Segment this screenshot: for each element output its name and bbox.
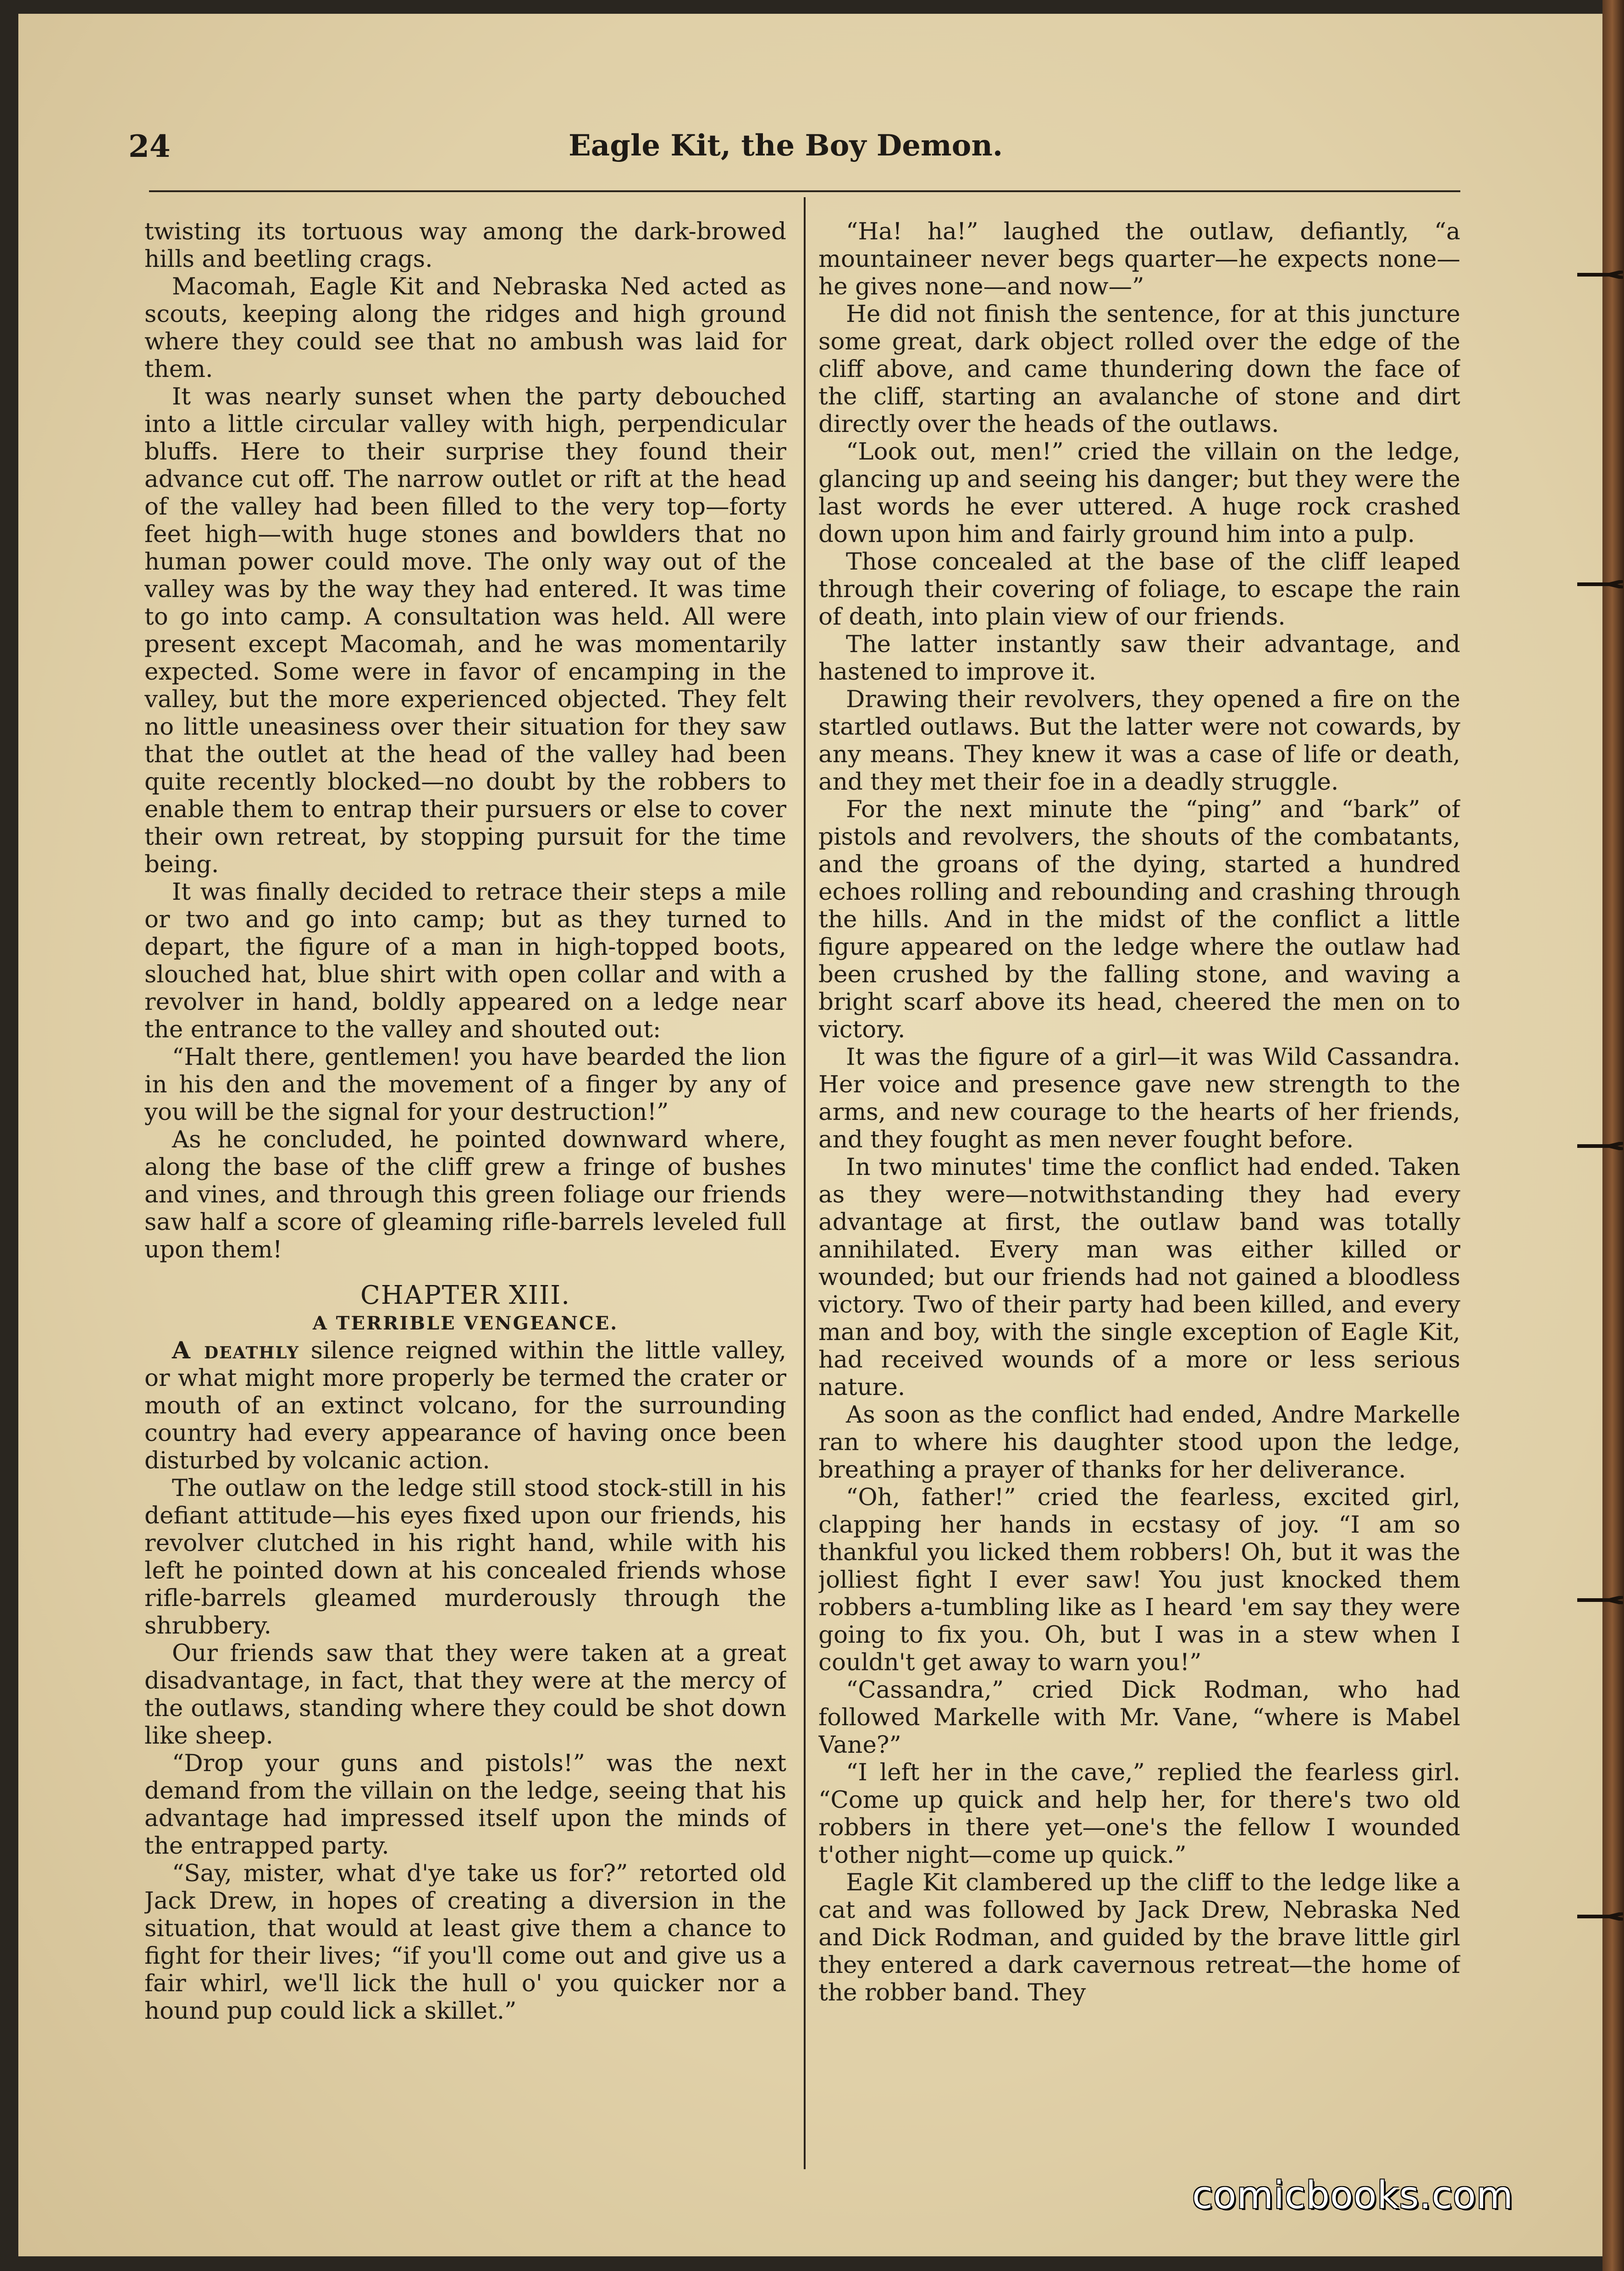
paragraph: twisting its tortuous way among the dark-browed hills and beetling crags. — [144, 218, 786, 273]
paragraph: The latter instantly saw their advantage, and hastened to improve it. — [818, 631, 1460, 686]
paragraph: It was finally decided to retrace their steps a mile or two and go into camp; but as they turned to depart, the figure of a man in high-topped boots, slouched hat, blue shirt with open collar and with a revolver in hand, boldly appeared on a ledge near the entrance to the valley and shouted out: — [144, 878, 786, 1043]
paragraph: “Halt there, gentlemen! you have bearded the lion in his den and the movement of a finger by any of you will be the signal for your destruction!” — [144, 1043, 786, 1126]
column-divider — [804, 197, 806, 2169]
chapter-heading: CHAPTER XIII. — [360, 1280, 571, 1310]
site-watermark: comicbooks.com — [1192, 2174, 1514, 2217]
paragraph: As soon as the conflict had ended, Andre Markelle ran to where his daughter stood upon the ledge, breathing a prayer of thanks for her deliverance. — [818, 1401, 1460, 1484]
binding-stitch — [1577, 1142, 1623, 1150]
paragraph: Eagle Kit clambered up the cliff to the ledge like a cat and was followed by Jack Drew, Nebraska Ned and Dick Rodman, and guided by the brave little girl they entered a dark cavernous retreat—the home of the robber band. They — [818, 1869, 1460, 2006]
right-column — [818, 218, 1460, 2181]
paragraph: “Ha! ha!” laughed the outlaw, defiantly, “a mountaineer never begs quarter—he expects none—he gives none—and now—” — [818, 218, 1460, 300]
paragraph: “Drop your guns and pistols!” was the next demand from the villain on the ledge, seeing that his advantage had impressed itself upon the minds of the entrapped party. — [144, 1750, 786, 1860]
paragraph: Drawing their revolvers, they opened a fire on the startled outlaws. But the latter were not cowards, by any means. They knew it was a case of life or death, and they met their foe in a deadly struggle. — [818, 686, 1460, 796]
binding-stitch — [1577, 580, 1623, 588]
paragraph: “Look out, men!” cried the villain on the ledge, glancing up and seeing his danger; but they were the last words he ever uttered. A huge rock crashed down upon him and fairly ground him into a pulp. — [818, 438, 1460, 548]
paragraph: “Cassandra,” cried Dick Rodman, who had followed Markelle with Mr. Vane, “where is Mabel Vane?” — [818, 1676, 1460, 1759]
page-number: 24 — [128, 128, 171, 164]
paragraph-text: silence reigned within the little valley, or what might more properly be termed the crater or mouth of an extinct volcano, for the surrounding country had every appearance of having once been disturbed by volcanic action. — [144, 1337, 786, 1474]
book-spine — [1602, 0, 1624, 2271]
book-page — [18, 14, 1602, 2256]
paragraph: The outlaw on the ledge still stood stock-still in his defiant attitude—his eyes fixed upon our friends, his revolver clutched in his right hand, while with his left he pointed down at his concealed friends whose rifle-barrels gleamed murderously through the shrubbery. — [144, 1474, 786, 1640]
chapter-opening-words: A deathly — [172, 1337, 300, 1364]
paragraph: As he concluded, he pointed downward where, along the base of the cliff grew a fringe of bushes and vines, and through this green foliage our friends saw half a score of gleaming rifle-barrels leveled full upon them! — [144, 1126, 786, 1263]
page-header — [128, 128, 1504, 183]
header-rule — [149, 190, 1460, 192]
paragraph: “Say, mister, what d'ye take us for?” retorted old Jack Drew, in hopes of creating a diversion in the situation, that would at least give them a chance to fight for their lives; “if you'll come out and give us a fair whirl, we'll lick the hull o' you quicker nor a hound pup could lick a skillet.” — [144, 1860, 786, 2025]
paragraph: For the next minute the “ping” and “bark” of pistols and revolvers, the shouts of the combatants, and the groans of the dying, started a hundred echoes rolling and rebounding and crashing through the hills. And in the midst of the conflict a little figure appeared on the ledge where the outlaw had been crushed by the falling stone, and waving a bright scarf above its head, cheered the men on to victory. — [818, 796, 1460, 1043]
paragraph: Those concealed at the base of the cliff leaped through their covering of foliage, to escape the rain of death, into plain view of our friends. — [818, 548, 1460, 631]
paragraph: Macomah, Eagle Kit and Nebraska Ned acted as scouts, keeping along the ridges and high ground where they could see that no ambush was laid for them. — [144, 273, 786, 383]
paragraph: Our friends saw that they were taken at a great disadvantage, in fact, that they were at the mercy of the outlaws, standing where they could be shot down like sheep. — [144, 1640, 786, 1750]
paragraph: He did not finish the sentence, for at this juncture some great, dark object rolled over the edge of the cliff above, and came thundering down the face of the cliff, starting an avalanche of stone and dirt directly over the heads of the outlaws. — [818, 300, 1460, 438]
paragraph: “I left her in the cave,” replied the fearless girl. “Come up quick and help her, for there's two old robbers in there yet—one's the fellow I wounded t'other night—come up quick.” — [818, 1759, 1460, 1869]
paragraph: It was the figure of a girl—it was Wild Cassandra. Her voice and presence gave new strength to the arms, and new courage to the hearts of her friends, and they fought as men never fought before. — [818, 1043, 1460, 1153]
running-title: Eagle Kit, the Boy Demon. — [569, 128, 1003, 163]
binding-stitch — [1577, 1912, 1623, 1921]
paragraph: It was nearly sunset when the party debouched into a little circular valley with high, perpendicular bluffs. Here to their surprise they found their advance cut off. The narrow outlet or rift at the head of the valley had been filled to the very top—forty feet high—with huge stones and bowlders that no human power could move. The only way out of the valley was by the way they had entered. It was time to go into camp. A consultation was held. All were present except Macomah, and he was momentarily expected. Some were in favor of encamping in the valley, but the more experienced objected. They felt no little uneasiness over their situation for they saw that the outlet at the head of the valley had been quite recently blocked—no doubt by the robbers to enable them to entrap their pursuers or else to cover their own retreat, by stopping pursuit for the time being. — [144, 383, 786, 878]
binding-stitch — [1577, 1596, 1623, 1604]
paragraph — [144, 1337, 786, 1474]
chapter-subtitle: A TERRIBLE VENGEANCE. — [312, 1313, 619, 1334]
paragraph: “Oh, father!” cried the fearless, excited girl, clapping her hands in ecstasy of joy. “I am so thankful you licked them robbers! Oh, but it was the jolliest fight I ever saw! You just knocked them robbers a-tumbling like as I heard 'em say they were going to fix you. Oh, but I was in a stew when I couldn't get away to warn you!” — [818, 1484, 1460, 1676]
left-column — [144, 218, 786, 2181]
paragraph: In two minutes' time the conflict had ended. Taken as they were—notwithstanding they had every advantage at first, the outlaw band was totally annihilated. Every man was either killed or wounded; but our friends had not gained a bloodless victory. Two of their party had been killed, and every man and boy, with the single exception of Eagle Kit, had received wounds of a more or less serious nature. — [818, 1153, 1460, 1401]
binding-stitch — [1577, 271, 1623, 279]
